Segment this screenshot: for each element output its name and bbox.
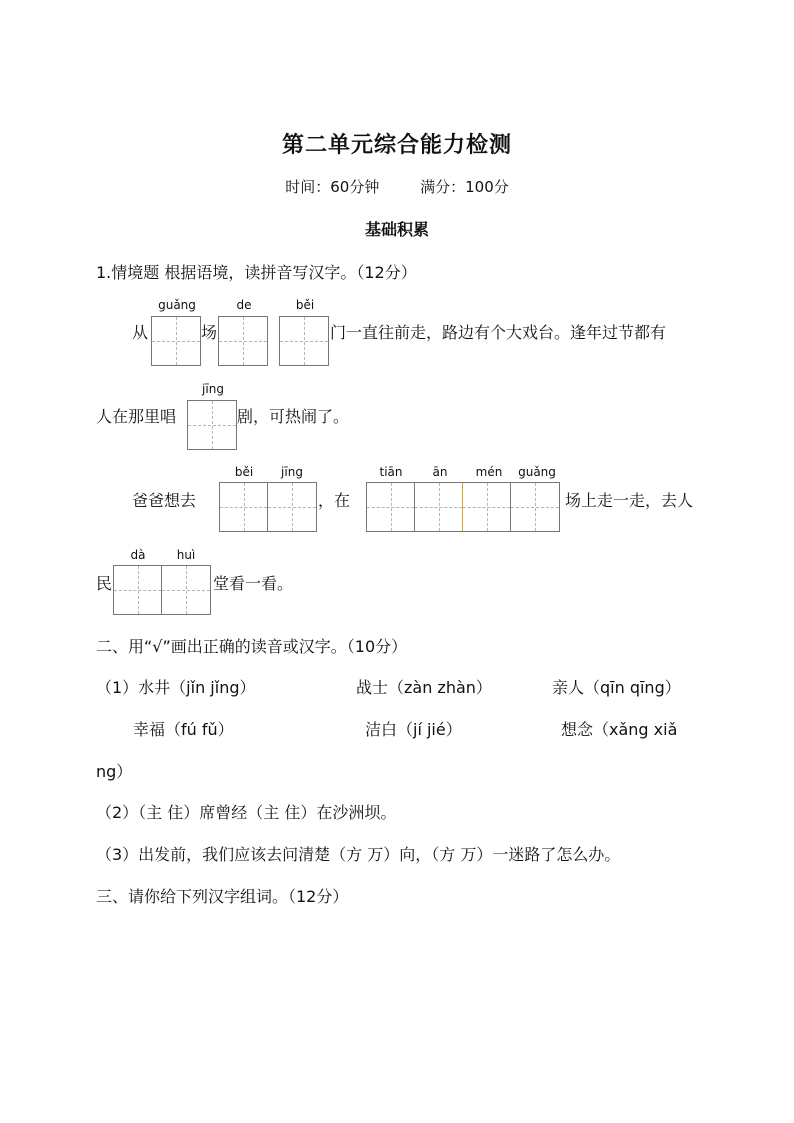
answer-grid[interactable]: [279, 316, 329, 366]
q2-item: （2）（主 住）席曾经（主 住）在沙洲坝。: [96, 803, 397, 822]
q2-item: 幸福（fú fǔ）: [133, 720, 234, 739]
q2-item: （1）水井（jǐn jǐng）: [96, 678, 256, 697]
write-cell[interactable]: [280, 317, 328, 365]
write-cell[interactable]: [511, 483, 559, 531]
write-cell[interactable]: [162, 566, 210, 614]
pinyin: jīng: [202, 382, 224, 396]
pinyin: tiān: [379, 465, 403, 479]
write-cell[interactable]: [188, 401, 236, 449]
pinyin: mén: [475, 465, 503, 479]
q1-text: ，在: [318, 491, 351, 510]
q1-text: 门一直往前走，路边有个大戏台。逢年过节都有: [330, 323, 667, 342]
q3-heading: 三、请你给下列汉字组词。（12分）: [96, 887, 349, 906]
pinyin: de: [236, 298, 252, 312]
answer-grid[interactable]: [151, 316, 201, 366]
write-cell[interactable]: [114, 566, 162, 614]
exam-time: 时间：60分钟: [285, 178, 380, 196]
write-cell[interactable]: [152, 317, 200, 365]
q2-item: 战士（zàn zhàn）: [356, 678, 492, 697]
q1-text: 场: [201, 323, 218, 342]
q2-item: （3）出发前，我们应该去问清楚（方 万）向，（方 万）一迷路了怎么办。: [96, 845, 621, 864]
pinyin: dà: [130, 548, 146, 562]
pinyin: jīng: [281, 465, 303, 479]
q1-text: 剧，可热闹了。: [237, 407, 350, 426]
q2-item: ng）: [96, 762, 133, 781]
q2-heading: 二、用“√”画出正确的读音或汉字。（10分）: [96, 637, 408, 656]
q1-text: 场上走一走，去人: [565, 491, 694, 510]
write-cell[interactable]: [219, 317, 267, 365]
q1-text: 堂看一看。: [213, 574, 294, 593]
q2-item: 亲人（qīn qīng）: [552, 678, 681, 697]
q1-text: 人在那里唱: [96, 407, 177, 426]
write-cell[interactable]: [463, 483, 511, 531]
pinyin: běi: [234, 465, 254, 479]
pinyin: ān: [432, 465, 448, 479]
q1-text: 民: [96, 574, 113, 593]
write-cell[interactable]: [367, 483, 415, 531]
write-cell[interactable]: [415, 483, 463, 531]
page-title: 第二单元综合能力检测: [281, 133, 512, 158]
q2-item: 洁白（jí jié）: [365, 720, 462, 739]
answer-grid[interactable]: [219, 482, 317, 532]
pinyin: běi: [295, 298, 315, 312]
answer-grid[interactable]: [187, 400, 237, 450]
section-title: 基础积累: [364, 220, 429, 239]
pinyin: huì: [176, 548, 196, 562]
write-cell[interactable]: [268, 483, 316, 531]
answer-grid[interactable]: [366, 482, 560, 532]
write-cell[interactable]: [220, 483, 268, 531]
q2-item: 想念（xǎng xiǎ: [561, 720, 678, 739]
pinyin: guǎng: [518, 465, 556, 479]
pinyin: guǎng: [158, 298, 196, 312]
answer-grid[interactable]: [113, 565, 211, 615]
q1-text: 从: [132, 323, 149, 342]
q1-heading: 1.情境题 根据语境，读拼音写汉字。（12分）: [96, 263, 417, 282]
q1-text: 爸爸想去: [132, 491, 197, 510]
exam-score: 满分：100分: [420, 178, 509, 196]
answer-grid[interactable]: [218, 316, 268, 366]
exam-meta: [0, 176, 794, 197]
